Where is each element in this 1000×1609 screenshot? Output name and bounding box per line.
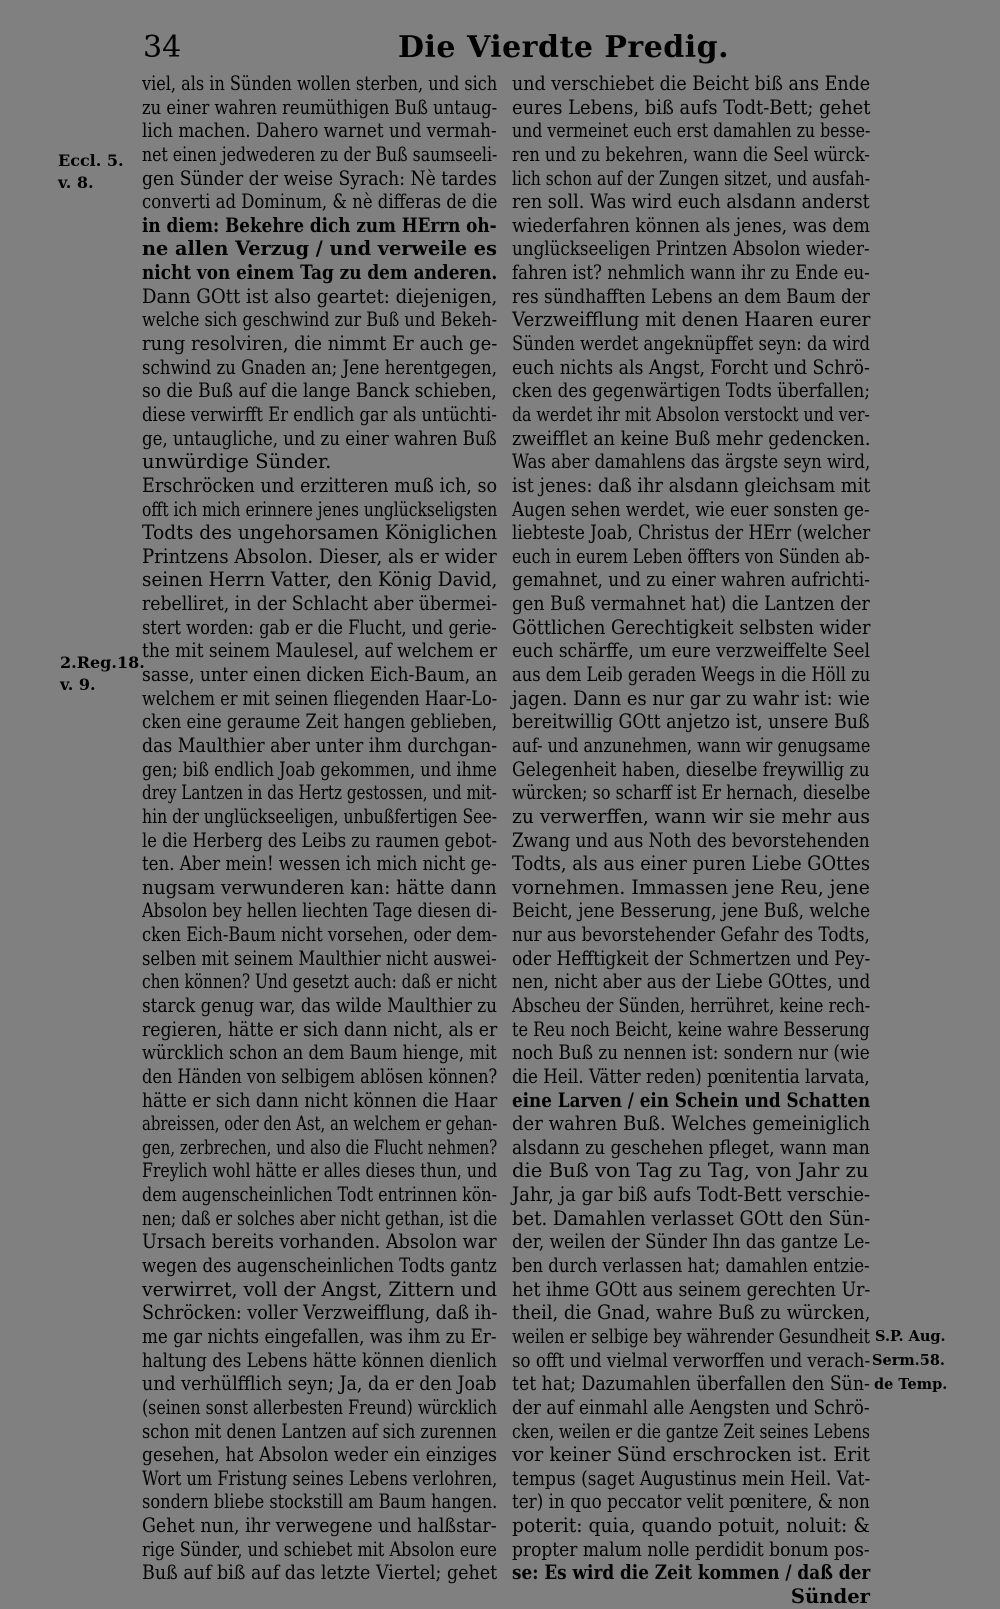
text-line: abreissen, oder den Ast, an welchem er gehan- [142,1112,498,1136]
text-line: Ursach bereits vorhanden. Absolon war [142,1230,497,1254]
text-line: würcken; so scharff ist Er hernach, dieselbe [512,781,871,805]
text-line: rebelliret, in der Schlacht aber übermei- [142,592,498,616]
text-line: wegen des augenscheinlichen Todts gantz [142,1254,497,1278]
text-line: eine Larven / ein Schein und Schatten [512,1088,871,1112]
text-line: Göttlichen Gerechtigkeit selbsten wider [512,615,871,639]
text-line: ter) in quo peccator velit pœnitere, & non [512,1490,870,1514]
text-line: Wort um Fristung seines Lebens verlohren, [142,1466,498,1490]
left-text-column [142,72,497,1585]
text-line: net einen jedwederen zu der Buß saumseeli- [142,142,498,166]
text-line: ge, untaugliche, und zu einer wahren Buß [142,426,497,450]
text-line: Sünden werdet angeknüpffet seyn: da wird [512,332,870,356]
text-line: der wahren Buß. Welches gemeiniglich [512,1112,871,1136]
text-line: euch schärffe, um eure verzweiffelte Seel [512,639,870,663]
text-line: Dann GOtt ist also geartet: diejenigen, [142,284,498,308]
text-line: gesehen, hat Absolon weder ein einziges [142,1443,497,1467]
text-line: hin der unglückseeligen, unbußfertigen See- [142,804,498,828]
text-line: viel, als in Sünden wollen sterben, und sich [142,72,498,95]
text-line: ne allen Verzug / und verweile es [142,237,497,261]
text-line: cken des gegenwärtigen Todts überfallen; [512,379,871,403]
text-line: fahren ist? nehmlich wann ihr zu Ende eu- [512,261,870,285]
text-line: Buß auf biß auf das letzte Viertel; gehet [142,1561,498,1585]
margin-note-eccl-verse: v. 8. [58,173,94,192]
text-line: vor keiner Sünd erschrocken ist. Erit [512,1443,870,1467]
right-text-column [512,72,870,1609]
text-line: propter malum nolle perdidit bonum pos- [512,1537,870,1561]
text-line: res sündhafften Lebens an dem Baum der [512,284,870,308]
text-line: diese verwirfft Er endlich gar als untüchti- [142,402,497,426]
text-line: cken eine geraume Zeit hangen geblieben, [142,710,498,734]
text-line: hätte er sich dann nicht können die Haar [142,1088,498,1112]
text-line: auf- und anzunehmen, wann wir genugsame [512,733,871,757]
text-line: nen, nicht aber aus der Liebe GOttes, und [512,970,871,994]
text-line: chen können? Und gesetzt auch: daß er nicht [142,970,497,994]
text-line: Todts des ungehorsamen Königlichen [142,521,498,545]
text-line: zweifflet an keine Buß mehr gedencken. [512,426,871,450]
text-line: aus dem Leib geraden Weegs in die Höll zu [512,663,871,687]
text-line: lich machen. Dahero warnet und vermah- [142,119,497,143]
text-line: den Händen von selbigem ablösen können? [142,1064,498,1088]
text-line: sondern bliebe stockstill am Baum hangen. [142,1490,498,1514]
text-line: cken, weilen er die gantze Zeit seines Lebens [512,1419,870,1443]
text-line: lich schon auf der Zungen sitzet, und ausfah- [512,166,870,190]
text-line: bereitwillig GOtt anjetzo ist, unsere Buß [512,710,870,734]
text-line: offt ich mich erinnere jenes unglückseligsten [142,497,498,521]
text-line: zu verwerffen, wann wir sie mehr aus [512,804,870,828]
text-line: euch nichts als Angst, Forcht und Schrö- [512,355,870,379]
text-line: Erschröcken und erzitteren muß ich, so [142,473,498,497]
text-line: gemahnet, und zu einer wahren aufrichti- [512,568,870,592]
text-line: schon mit denen Lantzen auf sich zurennen [142,1419,497,1443]
text-line: noch Buß zu nennen ist: sondern nur (wie [512,1041,870,1065]
text-line: das Maulthier aber unter ihm durchgan- [142,733,498,757]
text-line: so die Buß auf die lange Banck schieben, [142,379,497,403]
text-line: der, weilen der Sünder Ihn das gantze Le- [512,1230,871,1254]
text-line: Jahr, ja gar biß aufs Todt-Bett verschie- [512,1183,871,1207]
text-line: zu einer wahren reumüthigen Buß untaug- [142,95,498,119]
text-line: Was aber damahlens das ärgste seyn wird, [512,450,871,474]
text-line: ist jenes: daß ihr alsdann gleichsam mit [512,473,871,497]
text-line: theil, die Gnad, wahre Buß zu würcken, [512,1301,871,1325]
text-line: nen; daß er solches aber nicht gethan, ist die [142,1206,498,1230]
text-line: nicht von einem Tag zu dem anderen. [142,261,498,285]
text-line: Verzweifflung mit denen Haaren eurer [512,308,871,332]
text-line: Absolon bey hellen liechten Tage diesen di- [142,899,498,923]
text-line: liebteste Joab, Christus der HErr (welcher [512,521,871,545]
text-line: sasse, unter einen dicken Eich-Baum, an [142,663,498,687]
text-line: te Reu noch Beicht, keine wahre Besserung [512,1017,870,1041]
text-line: (seinen sonst allerbesten Freund) würcklich [142,1395,497,1419]
text-line: Zwang und aus Noth des bevorstehenden [512,828,870,852]
margin-note-aug-author: S.P. Aug. [875,1328,946,1345]
text-line: jagen. Dann es nur gar zu wahr ist: wie [512,686,870,710]
text-line: Sünder [790,1585,870,1608]
text-line: gen; biß endlich Joab gekommen, und ihme [142,757,497,781]
margin-note-aug-source: de Temp. [874,1376,948,1393]
text-line: alsdann zu geschehen pfleget, wann man [512,1135,870,1159]
text-line: Freylich wohl hätte er alles dieses thun, und [142,1159,498,1183]
text-line: wiederfahren können als jenes, was dem [512,213,870,237]
margin-note-aug-sermon: Serm.58. [872,1352,945,1369]
text-line: nur aus bevorstehender Gefahr des Todts, [512,923,870,947]
text-line: da werdet ihr mit Absolon verstockt und ver- [512,402,870,426]
text-line: Abscheu der Sünden, herrühret, keine rech- [512,993,871,1017]
text-line: starck genug war, das wilde Maulthier zu [142,993,498,1017]
page-number: 34 [143,30,182,65]
text-line: und vermeinet euch erst damahlen zu besse- [512,119,871,143]
text-line: Gehet nun, ihr verwegene und halßstar- [142,1514,497,1538]
text-line: drey Lantzen in das Hertz gestossen, und mit- [142,781,497,805]
text-line: haltung des Lebens hätte können dienlich [142,1348,497,1372]
text-line: tempus (saget Augustinus mein Heil. Vat- [512,1466,871,1490]
text-line: rung resolviren, die nimmt Er auch ge- [142,332,498,356]
text-line: unwürdige Sünder. [142,450,332,474]
text-line: Todts, als aus einer puren Liebe GOttes [512,852,871,876]
text-line: me gar nichts eingefallen, was ihm zu Er- [142,1324,497,1348]
text-line: seinen Herrn Vatter, den König David, [142,568,498,592]
text-line: nugsam verwunderen kan: hätte dann [142,875,497,899]
text-line: regieren, hätte er sich dann nicht, als er [142,1017,498,1041]
text-line: Printzens Absolon. Dieser, als er wider [142,544,497,568]
text-line: gen Sünder der weise Syrach: Nè tardes [142,166,497,190]
text-line: gen, zerbrechen, und also die Flucht nehmen? [142,1135,498,1159]
text-line: in diem: Bekehre dich zum HErrn oh- [142,213,497,237]
text-line: schwind zu Gnaden an; Jene herentgegen, [142,355,497,379]
text-line: ren soll. Was wird euch alsdann anderst [512,190,870,214]
text-line: euch in eurem Leben öffters von Sünden ab- [512,544,870,568]
text-line: welchem er mit seinen fliegenden Haar-Lo- [142,686,498,710]
text-line: so offt und vielmal verworffen und verach- [512,1348,871,1372]
text-line: tet hat; Dazumahlen überfallen den Sün- [512,1372,870,1396]
text-line: converti ad Dominum, & nè differas de die [142,190,498,214]
margin-note-reg-verse: v. 9. [60,675,96,694]
text-line: Schröcken: voller Verzweifflung, daß ih- [142,1301,498,1325]
text-line: ben durch verlassen hat; damahlen entzie- [512,1254,870,1278]
text-line: ren und zu bekehren, wann die Seel würck- [512,142,870,166]
text-line: stert worden: gab er die Flucht, und gerie- [142,615,497,639]
text-line: bet. Damahlen verlasset GOtt den Sün- [512,1206,871,1230]
text-line: der auf einmahl alle Aengsten und Schrö- [512,1395,870,1419]
text-line: Augen sehen werdet, wie euer sonsten ge- [512,497,870,521]
text-line: weilen er selbige bey währender Gesundheit [512,1324,870,1348]
text-line: dem augenscheinlichen Todt entrinnen kön- [142,1183,498,1207]
text-line: le die Herberg des Leibs zu raumen gebot- [142,828,497,852]
text-line: se: Es wird die Zeit kommen / daß der [512,1561,871,1585]
text-line: und verhülfflich seyn; Ja, da er den Joab [142,1372,497,1396]
text-line: vornehmen. Immassen jene Reu, jene [512,875,870,899]
text-line: Beicht, jene Besserung, jene Buß, welche [512,899,871,923]
text-line: rige Sünder, und schiebet mit Absolon eure [142,1537,497,1561]
text-line: die Heil. Vätter reden) pœnitentia larvata, [512,1064,870,1088]
text-line: gen Buß vermahnet hat) die Lantzen der [512,592,870,616]
page-title: Die Vierdte Predig. [398,30,730,65]
text-line: eures Lebens, biß aufs Todt-Bett; gehet [512,95,871,119]
text-line: und verschiebet die Beicht biß ans Ende [512,72,871,95]
text-line: the mit seinem Maulesel, auf welchem er [142,639,498,663]
text-line: würcklich schon an dem Baum hienge, mit [142,1041,497,1065]
text-line: die Buß von Tag zu Tag, von Jahr zu [512,1159,869,1183]
text-line: poterit: quia, quando potuit, noluit: & [512,1514,870,1538]
text-line: ten. Aber mein! wessen ich mich nicht ge- [142,852,497,876]
text-line: Gelegenheit haben, dieselbe freywillig zu [512,757,870,781]
margin-note-eccl-chapter: Eccl. 5. [58,151,124,170]
margin-note-reg-chapter: 2.Reg.18. [60,653,145,672]
text-line: unglückseeligen Printzen Absolon wieder- [512,237,870,261]
text-line: verwirret, voll der Angst, Zittern und [142,1277,498,1301]
text-line: oder Hefftigkeit der Schmertzen und Pey- [512,946,871,970]
text-line: welche sich geschwind zur Buß und Bekeh- [142,308,498,332]
text-line: het ihme GOtt aus seinem gerechten Ur- [512,1277,871,1301]
text-line: selben mit seinem Maulthier nicht auswei- [142,946,497,970]
text-line: cken Eich-Baum nicht vorsehen, oder dem- [142,923,498,947]
